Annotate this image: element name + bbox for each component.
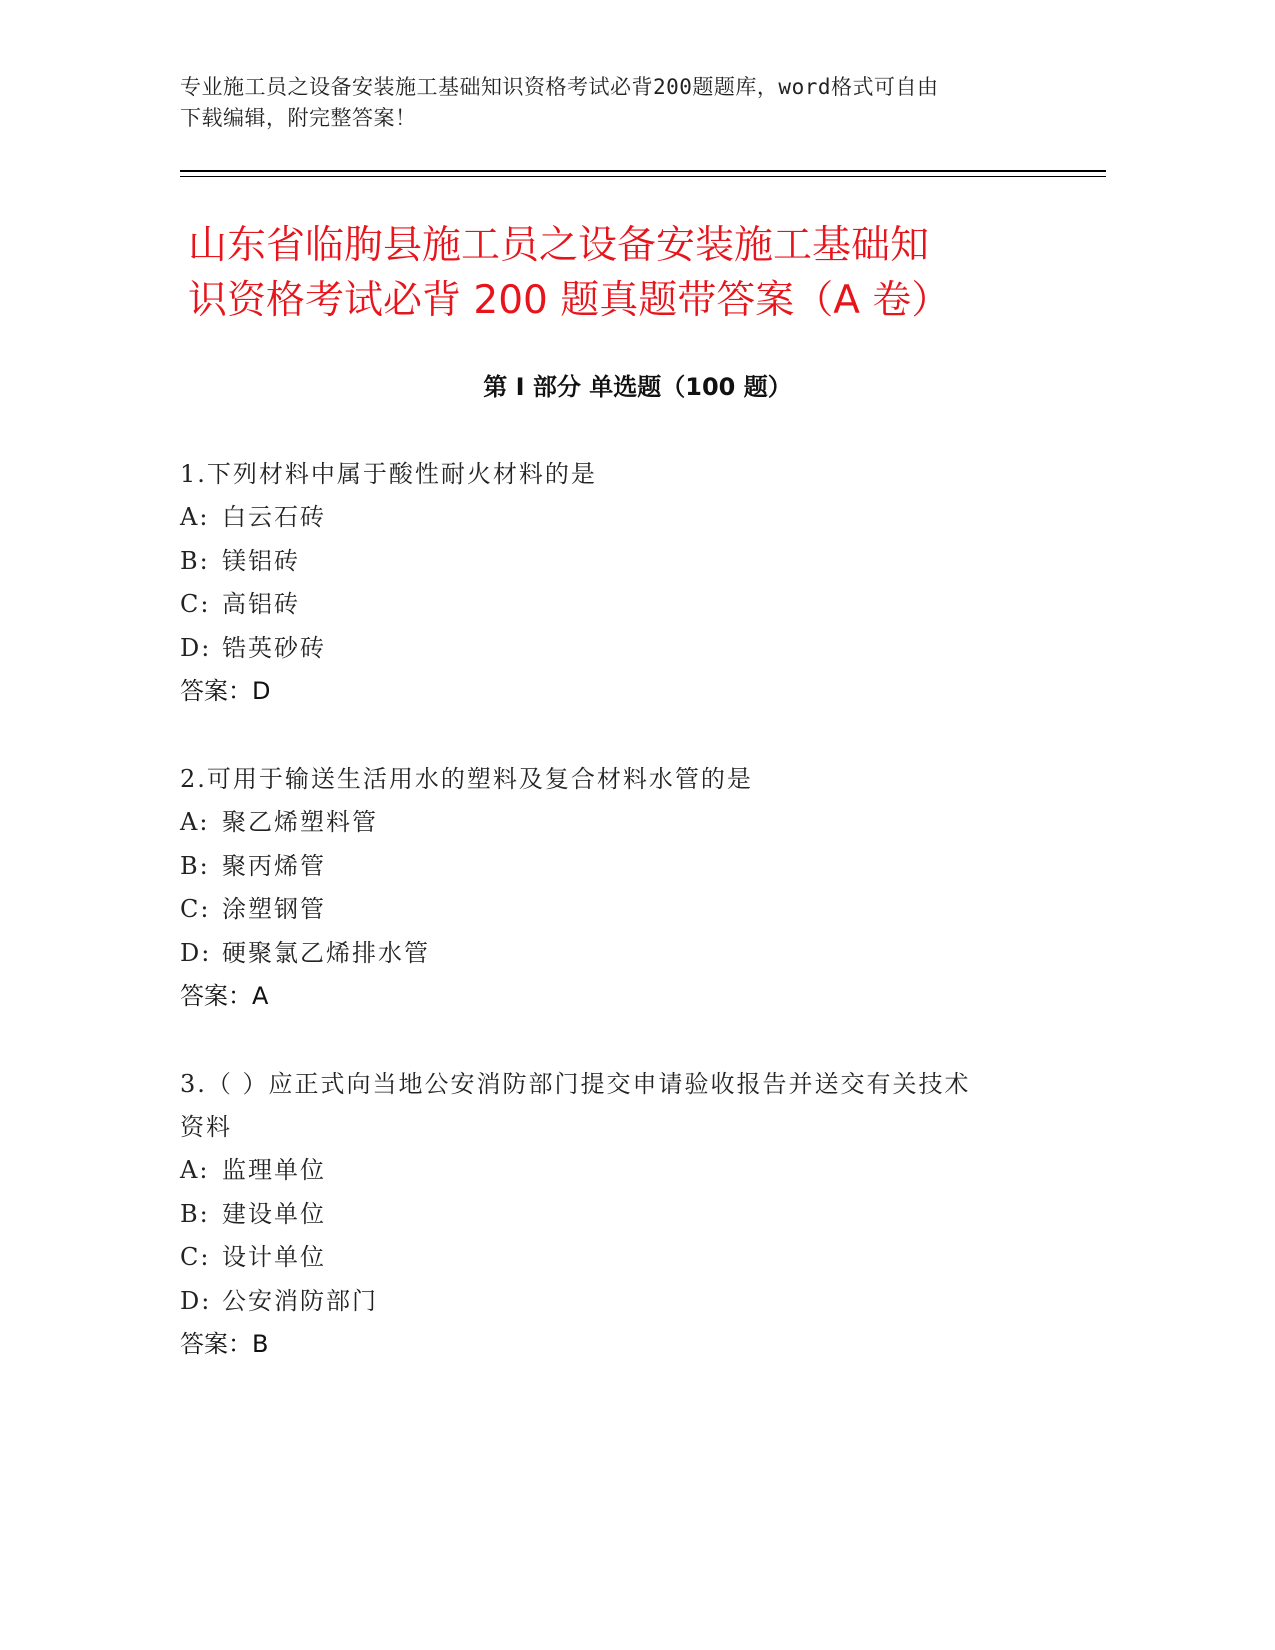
option-a	[180, 496, 1060, 540]
option-text: 高铝砖	[222, 590, 300, 618]
option-letter: D:	[180, 633, 212, 662]
option-b	[180, 540, 1060, 584]
question-stem: 2.可用于输送生活用水的塑料及复合材料水管的是	[180, 765, 753, 793]
option-d	[180, 627, 1060, 671]
option-a	[180, 801, 1060, 845]
option-letter: B:	[180, 1199, 210, 1228]
option-d	[180, 1280, 1060, 1324]
question-3	[180, 1063, 1060, 1367]
option-letter: A:	[180, 808, 210, 836]
option-text: 涂塑钢管	[222, 895, 326, 923]
answer-line: 答案：B	[180, 1330, 269, 1358]
option-letter: B:	[180, 546, 210, 575]
option-letter: A:	[180, 1156, 210, 1184]
header-divider-thick	[180, 170, 1106, 172]
option-letter: A:	[180, 503, 210, 531]
document-title-line-1: 山东省临朐县施工员之设备安装施工基础知	[188, 223, 930, 268]
option-text: 镁铝砖	[222, 546, 300, 575]
option-text: 硬聚氯乙烯排水管	[222, 938, 430, 967]
question-stem: 3.（ ）应正式向当地公安消防部门提交申请验收报告并送交有关技术	[180, 1070, 971, 1098]
section-heading: 第 I 部分 单选题（100 题）	[483, 373, 792, 401]
option-letter: C:	[180, 1243, 211, 1271]
option-letter: B:	[180, 851, 210, 880]
option-text: 设计单位	[222, 1243, 326, 1271]
question-stem-continued: 资料	[180, 1113, 232, 1141]
option-letter: C:	[180, 895, 211, 923]
option-a	[180, 1149, 1060, 1193]
header-divider-thin	[180, 176, 1106, 177]
question-stem: 1.下列材料中属于酸性耐火材料的是	[180, 460, 597, 488]
header-note-line-2: 下载编辑，附完整答案！	[180, 106, 417, 130]
option-letter: C:	[180, 590, 211, 618]
question-2	[180, 758, 1060, 1019]
option-b	[180, 1193, 1060, 1237]
question-1	[180, 453, 1060, 714]
answer-line: 答案：D	[180, 677, 271, 705]
option-text: 聚乙烯塑料管	[222, 808, 378, 836]
option-text: 建设单位	[222, 1199, 326, 1228]
option-letter: D:	[180, 938, 212, 967]
option-c	[180, 583, 1060, 627]
option-b	[180, 845, 1060, 889]
option-d	[180, 932, 1060, 976]
document-title-line-2: 识资格考试必背 200 题真题带答案（A 卷）	[188, 278, 951, 323]
document-title	[188, 218, 1088, 328]
option-c	[180, 888, 1060, 932]
option-text: 聚丙烯管	[222, 851, 326, 880]
header-note	[180, 72, 1060, 134]
option-text: 白云石砖	[222, 503, 326, 531]
option-c	[180, 1236, 1060, 1280]
option-text: 锆英砂砖	[222, 633, 326, 662]
option-text: 公安消防部门	[222, 1286, 378, 1315]
header-note-line-1: 专业施工员之设备安装施工基础知识资格考试必背200题题库，word格式可自由	[180, 75, 939, 99]
option-text: 监理单位	[222, 1156, 326, 1184]
option-letter: D:	[180, 1286, 212, 1315]
answer-line: 答案：A	[180, 982, 269, 1010]
